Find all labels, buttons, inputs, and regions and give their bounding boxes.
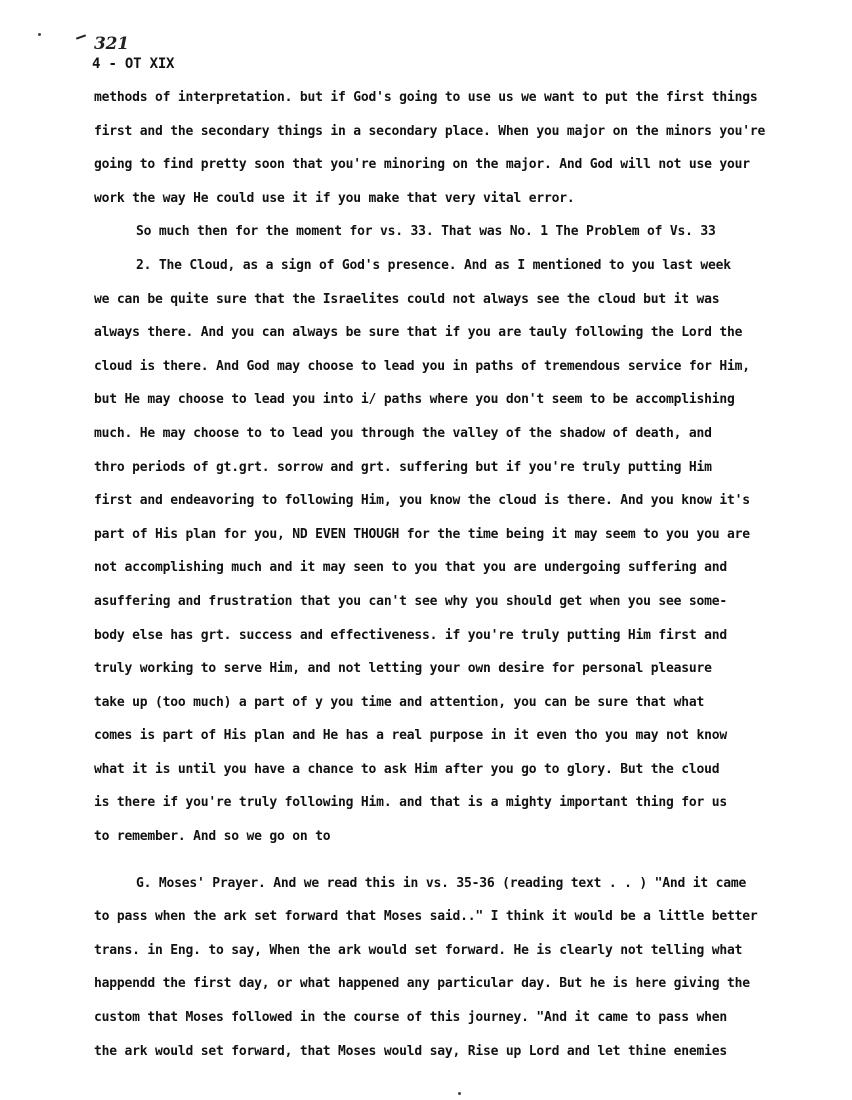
handwritten-page-number: 321: [94, 34, 129, 54]
text-line: part of His plan for you, ND EVEN THOUGH for the time being it may seem to you you are: [94, 526, 750, 542]
text-line: much. He may choose to to lead you through the valley of the shadow of death, and: [94, 425, 712, 441]
body-text: [94, 88, 834, 1075]
text-line: G. Moses' Prayer. And we read this in vs. 35-36 (reading text . . ) "And it came: [136, 875, 747, 891]
pen-mark: [76, 34, 86, 39]
text-line: to remember. And so we go on to: [94, 829, 331, 845]
text-line: work the way He could use it if you make that very vital error.: [94, 190, 575, 206]
text-line: first and the secondary things in a secondary place. When you major on the minors you're: [94, 123, 766, 139]
text-line: happendd the first day, or what happened any particular day. But he is here giving the: [94, 976, 750, 992]
paragraph-gap: [94, 861, 834, 874]
text-line: So much then for the moment for vs. 33. That was No. 1 The Problem of Vs. 33: [136, 224, 716, 240]
document-id: 4 - OT XIX: [92, 56, 175, 72]
text-line: always there. And you can always be sure that if you are tauly following the Lord the: [94, 325, 743, 341]
text-line: 2. The Cloud, as a sign of God's presence. And as I mentioned to you last week: [136, 257, 731, 273]
text-line: not accomplishing much and it may seen to you that you are undergoing suffering and: [94, 560, 728, 576]
text-line: truly working to serve Him, and not letting your own desire for personal pleasure: [94, 661, 712, 677]
text-line: asuffering and frustration that you can't see why you should get when you see some-: [94, 593, 728, 609]
text-line: take up (too much) a part of y you time and attention, you can be sure that what: [94, 694, 705, 710]
text-line: methods of interpretation. but if God's going to use us we want to put the first things: [94, 90, 758, 105]
text-line: thro periods of gt.grt. sorrow and grt. suffering but if you're truly putting Him: [94, 459, 712, 475]
text-line: body else has grt. success and effectiveness. if you're truly putting Him first and: [94, 627, 728, 643]
text-line: but He may choose to lead you into i/ paths where you don't seem to be accomplishing: [94, 392, 735, 408]
text-line: to pass when the ark set forward that Moses said.." I think it would be a little better: [94, 909, 758, 925]
text-line: cloud is there. And God may choose to lead you in paths of tremendous service for Him,: [94, 358, 750, 374]
text-line: the ark would set forward, that Moses would say, Rise up Lord and let thine enemies: [94, 1043, 728, 1059]
text-line: comes is part of His plan and He has a real purpose in it even tho you may not know: [94, 728, 728, 744]
text-line: what it is until you have a chance to ask Him after you go to glory. But the cloud: [94, 761, 720, 777]
text-line: is there if you're truly following Him. and that is a mighty important thing for us: [94, 795, 728, 811]
text-line: we can be quite sure that the Israelites could not always see the cloud but it was: [94, 291, 720, 307]
speck-mark: [458, 1092, 461, 1095]
text-line: first and endeavoring to following Him, you know the cloud is there. And you know it's: [94, 493, 750, 509]
text-line: trans. in Eng. to say, When the ark would set forward. He is clearly not telling what: [94, 942, 743, 958]
speck-mark: [38, 33, 41, 36]
text-line: custom that Moses followed in the course of this journey. "And it came to pass when: [94, 1010, 728, 1026]
text-line: going to find pretty soon that you're minoring on the major. And God will not use your: [94, 157, 750, 173]
